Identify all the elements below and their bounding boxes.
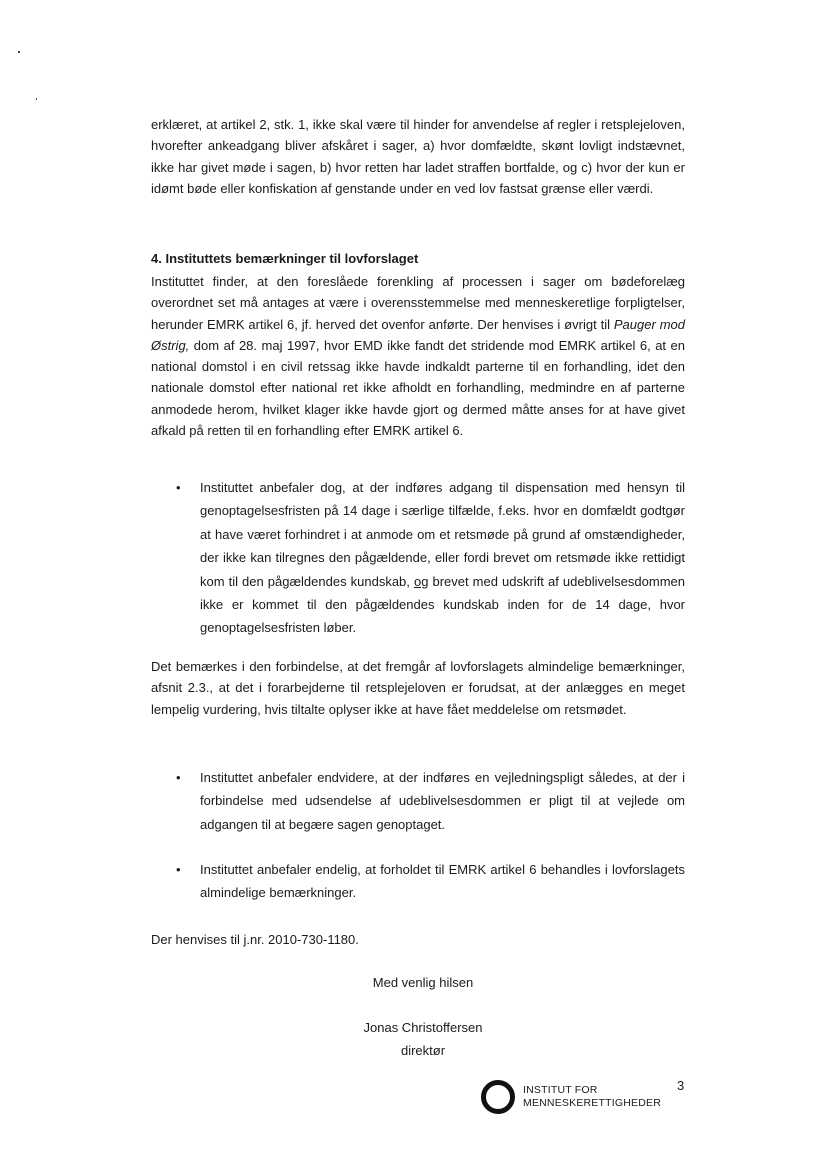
- underlined-word: og: [413, 573, 429, 589]
- bullet-text: Instituttet anbefaler endelig, at forholdet til EMRK artikel 6 behandles i lovforslagets almindelige bemærkninger.: [200, 862, 685, 901]
- page-number: 3: [677, 1078, 685, 1093]
- main-paragraph-text-2: dom af 28. maj 1997, hvor EMD ikke fandt det stridende mod EMRK artikel 6, at en national domstol i en civil retssag ikke havde indkaldt parterne til en forhandling, idet den nationale domstol efter national ret ikke afholdt en forhandling, medmindre en af parterne anmodede herom, hvilket klager ikke havde gjort og dermed måtte anses for at have givet afkald på retten til en forhandling efter EMRK artikel 6.: [151, 337, 685, 439]
- scan-speck: [18, 51, 20, 53]
- signatory-name: Jonas Christoffersen: [363, 1020, 483, 1035]
- ring-logo-icon: [481, 1080, 515, 1114]
- institute-logo: [481, 1080, 661, 1114]
- signatory-title: direktør: [400, 1043, 446, 1058]
- logo-line-1: INSTITUT FOR: [523, 1084, 598, 1096]
- logo-line-2: MENNESKERETTIGHEDER: [523, 1097, 661, 1109]
- bullet-1-text-2: brevet med udskrift af udeblivelsesdommen ikke er kommet til den pågældendes kundskab inden for de 14 dage, hvor genoptagelsesfristen løber.: [200, 573, 685, 636]
- bullet-marker: •: [176, 770, 181, 785]
- recommendation-bullet-3: [176, 858, 685, 905]
- reference-line: Der henvises til j.nr. 2010-730-1180.: [151, 932, 359, 947]
- main-paragraph-text-1: Instituttet finder, at den foreslåede forenkling af processen i sager om bødeforelæg overordnet set må antages at være i overensstemmelse med menneskeretlige forpligtelser, herunder EMRK artikel 6, jf. herved det ovenfor anførte. Der henvises i øvrigt til: [151, 274, 685, 332]
- main-paragraph: [151, 271, 685, 441]
- recommendation-bullet-1: [176, 476, 685, 640]
- logo-text: [523, 1084, 661, 1110]
- bullet-text: Instituttet anbefaler endvidere, at der indføres en vejledningspligt således, at der i forbindelse med udsendelse af udeblivelsesdommen er pligt til at vejlede om adgangen til at begære sagen genoptaget.: [200, 770, 685, 832]
- bullet-1-text-1: Instituttet anbefaler dog, at der indføres adgang til dispensation med hensyn til genoptagelsesfristen på 14 dage i særlige tilfælde, f.eks. hvor en domfældt godtgør at have været forhindret i at anmode om et retsmøde på grund af omstændigheder, der ikke kan tilregnes den pågældende, eller fordi brevet om retsmøde ikke rettidigt kom til den pågældendes kundskab,: [200, 480, 685, 589]
- case-name: Pauger mod Østrig,: [151, 316, 685, 353]
- section-heading: 4. Instituttets bemærkninger til lovforslaget: [151, 251, 419, 266]
- remark-paragraph: Det bemærkes i den forbindelse, at det fremgår af lovforslagets almindelige bemærkninger, afsnit 2.3., at det i forarbejderne til retsplejeloven er forudsat, at der anlægges en meget lempelig vurdering, hvis tiltalte oplyser ikke at have fået meddelelse om retsmødet.: [151, 659, 685, 717]
- recommendation-bullet-2: [176, 766, 685, 836]
- bullet-text: [200, 476, 685, 640]
- bullet-marker: •: [176, 480, 181, 495]
- scan-speck: [36, 98, 37, 100]
- closing-greeting: Med venlig hilsen: [372, 975, 474, 990]
- bullet-marker: •: [176, 862, 181, 877]
- intro-paragraph: erklæret, at artikel 2, stk. 1, ikke skal være til hinder for anvendelse af regler i retsplejeloven, hvorefter ankeadgang bliver afskåret i sager, a) hvor domfældte, skønt lovligt indstævnet, ikke har givet møde i sagen, b) hvor retten har ladet straffen bortfalde, og c) hvor der kun er idømt bøde eller konfiskation af genstande under en ved lov fastsat grænse eller værdi.: [151, 117, 685, 196]
